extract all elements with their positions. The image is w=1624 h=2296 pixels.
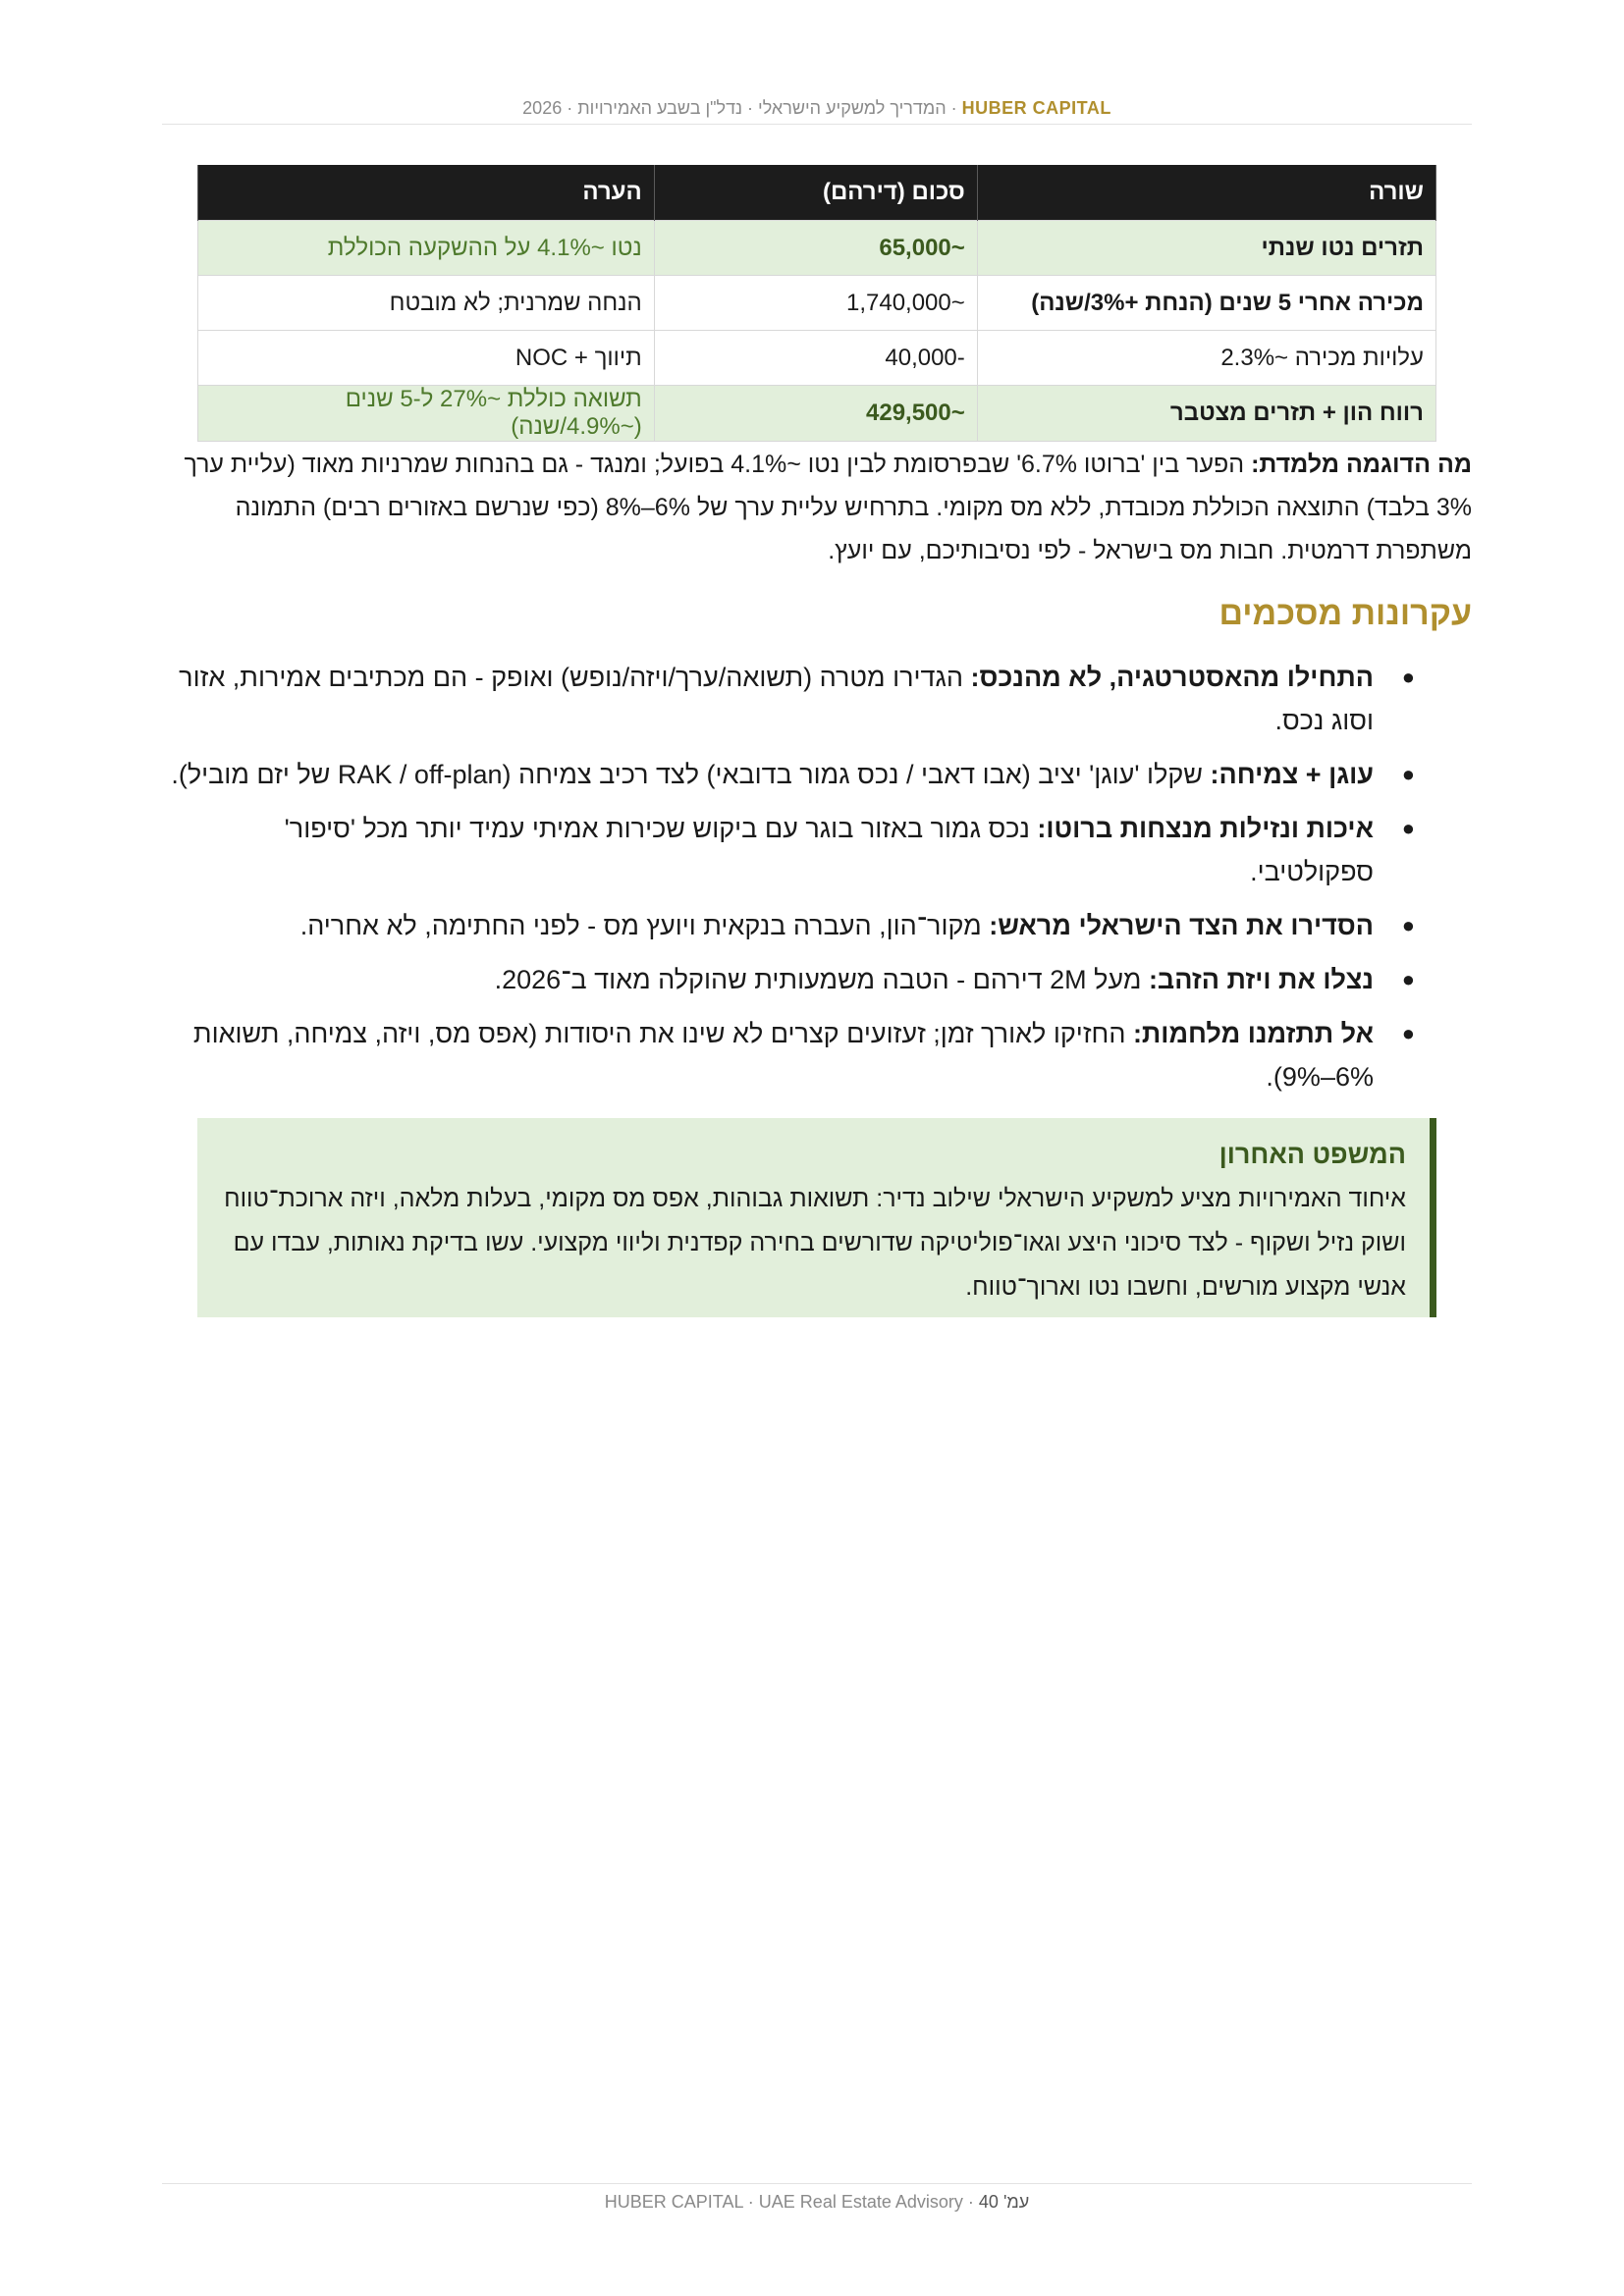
table-row — [198, 221, 1436, 276]
lesson-label: מה הדוגמה מלמדת: — [1251, 451, 1472, 478]
col-header-amount: סכום (דירהם) — [654, 165, 977, 221]
footer-text: HUBER CAPITAL · UAE Real Estate Advisory — [604, 2192, 963, 2212]
row-note: תשואה כוללת ~27% ל-5 שנים (~4.9%/שנה) — [198, 386, 655, 442]
row-label: מכירה אחרי 5 שנים (הנחת +3%/שנה) — [977, 276, 1435, 331]
list-item — [162, 958, 1472, 1001]
table-header-row — [198, 165, 1436, 221]
principles-list — [162, 656, 1472, 1109]
header-divider — [162, 124, 1472, 125]
header-subtitle: המדריך למשקיע הישראלי · נדל"ן בשבע האמירויות · 2026 — [522, 98, 947, 118]
callout-body: איחוד האמירויות מציע למשקיע הישראלי שילוב נדיר: תשואות גבוהות, אפס מס מקומי, בעלות מלאה, ויזה ארוכת־טווח ושוק נזיל ושקוף - לצד סיכוני היצע וגאו־פוליטיקה שדורשים בחירה קפדנית וליווי מקצועי. עשו בדיקת נאותות, עבדו עם אנשי מקצוע מורשים, וחשבו נטו וארוך־טווח. — [224, 1185, 1406, 1301]
running-footer — [162, 2192, 1472, 2213]
lesson-text: הפער בין 'ברוטו 6.7%' שבפרסומת לבין נטו ~4.1% בפועל; ומנגד - גם בהנחות שמרניות מאוד (עליית ערך 3% בלבד) התוצאה הכוללת מכובדת, ללא מס מקומי. בתרחיש עליית ערך של 6%–8% (כפי שנרשם באזורים רבים) התמונה משתפרת דרמטית. חבות מס בישראל - לפי נסיבותיכם, עם יועץ. — [184, 451, 1472, 564]
row-amount: ~429,500 — [654, 386, 977, 442]
bullet-icon: ● — [1401, 967, 1415, 991]
principles-heading: עקרונות מסכמים — [1218, 595, 1472, 632]
list-item — [162, 904, 1472, 947]
item-lead: התחילו מהאסטרטגיה, לא מהנכס: — [970, 663, 1374, 692]
bullet-icon: ● — [1401, 816, 1415, 840]
row-label: תזרים נטו שנתי — [977, 221, 1435, 276]
row-label: רווח הון + תזרים מצטבר — [977, 386, 1435, 442]
row-note: הנחה שמרנית; לא מובטח — [198, 276, 655, 331]
bullet-icon: ● — [1401, 913, 1415, 937]
item-text: שקלו 'עוגן' יציב (אבו דאבי / נכס גמור בדובאי) לצד רכיב צמיחה (RAK / off-plan של יזם מוביל). — [171, 760, 1211, 789]
item-lead: הסדירו את הצד הישראלי מראש: — [989, 911, 1374, 940]
footer-separator: · — [967, 2192, 974, 2212]
row-amount: ~65,000 — [654, 221, 977, 276]
item-text: מקור־הון, העברה בנקאית ויועץ מס - לפני החתימה, לא אחריה. — [299, 911, 990, 940]
bullet-icon: ● — [1401, 1021, 1415, 1045]
callout-title: המשפט האחרון — [1218, 1140, 1406, 1169]
item-lead: איכות ונזילות מנצחות ברוטו: — [1037, 814, 1374, 843]
list-item — [162, 1012, 1472, 1098]
row-amount: -40,000 — [654, 331, 977, 386]
item-text: החזיקו לאורך זמן; זעזועים קצרים לא שינו את היסודות (אפס מס, ויזה, צמיחה, תשואות 6%–9%). — [192, 1019, 1374, 1092]
item-text: נכס גמור באזור בוגר עם ביקוש שכירות אמיתי עמיד יותר מכל 'סיפור' ספקולטיבי. — [284, 814, 1374, 886]
header-separator: · — [950, 98, 957, 118]
item-lead: עוגן + צמיחה: — [1210, 760, 1374, 789]
header-brand: HUBER CAPITAL — [961, 98, 1111, 118]
footer-divider — [162, 2183, 1472, 2184]
item-text: מעל 2M דירהם - הטבה משמעותית שהוקלה מאוד ב־2026. — [494, 965, 1149, 994]
running-header — [162, 98, 1472, 119]
row-label: עלויות מכירה ~2.3% — [977, 331, 1435, 386]
table-row — [198, 331, 1436, 386]
row-note: נטו ~4.1% על ההשקעה הכוללת — [198, 221, 655, 276]
row-amount: ~1,740,000 — [654, 276, 977, 331]
item-lead: נצלו את ויזת הזהב: — [1148, 965, 1374, 994]
lesson-paragraph — [162, 443, 1472, 572]
list-item — [162, 656, 1472, 742]
returns-table — [197, 165, 1436, 442]
col-header-row-label: שורה — [977, 165, 1435, 221]
list-item — [162, 807, 1472, 893]
list-item — [162, 753, 1472, 796]
item-text: הגדירו מטרה (תשואה/ערך/ויזה/נופש) ואופק - הם מכתיבים אמירות, אזור וסוג נכס. — [179, 663, 1374, 735]
page-number: עמ' 40 — [978, 2192, 1030, 2212]
final-word-callout — [197, 1118, 1436, 1317]
table-row — [198, 386, 1436, 442]
col-header-note: הערה — [198, 165, 655, 221]
bullet-icon: ● — [1401, 665, 1415, 689]
row-note: תיווך + NOC — [198, 331, 655, 386]
bullet-icon: ● — [1401, 762, 1415, 786]
table-row — [198, 276, 1436, 331]
item-lead: אל תתזמנו מלחמות: — [1132, 1019, 1374, 1048]
